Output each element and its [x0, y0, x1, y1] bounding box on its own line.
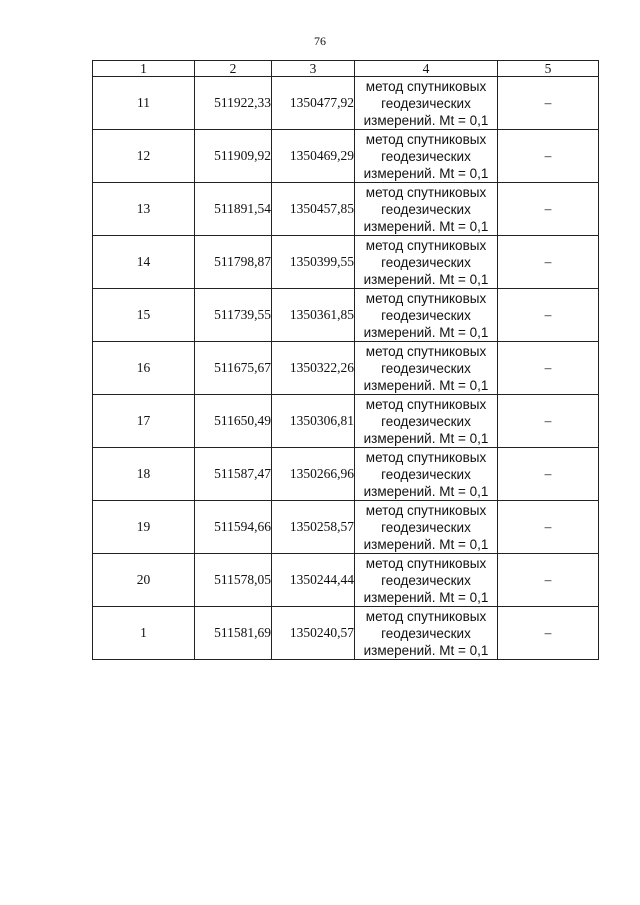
method-line: геодезических	[381, 201, 471, 217]
table-row	[93, 501, 599, 554]
y-coordinate-cell: 1350244,44	[272, 554, 355, 607]
method-cell	[355, 448, 498, 501]
method-line: метод спутниковых	[365, 608, 487, 624]
note-cell: –	[498, 183, 599, 236]
coordinates-table	[92, 60, 599, 660]
method-line: геодезических	[381, 148, 471, 164]
note-cell: –	[498, 607, 599, 660]
method-cell	[355, 289, 498, 342]
point-number-cell: 16	[93, 342, 195, 395]
method-line: метод спутниковых	[365, 449, 487, 465]
x-coordinate-cell: 511922,33	[195, 77, 272, 130]
method-line: измерений. Mt = 0,1	[363, 218, 489, 234]
method-cell	[355, 554, 498, 607]
x-coordinate-cell: 511587,47	[195, 448, 272, 501]
table-row	[93, 77, 599, 130]
method-line: измерений. Mt = 0,1	[363, 377, 489, 393]
method-line: геодезических	[381, 466, 471, 482]
table-row	[93, 130, 599, 183]
y-coordinate-cell: 1350457,85	[272, 183, 355, 236]
method-line: геодезических	[381, 360, 471, 376]
x-coordinate-cell: 511578,05	[195, 554, 272, 607]
table-body	[93, 77, 599, 660]
y-coordinate-cell: 1350361,85	[272, 289, 355, 342]
point-number-cell: 19	[93, 501, 195, 554]
table-row	[93, 448, 599, 501]
method-line: геодезических	[381, 254, 471, 270]
point-number-cell: 1	[93, 607, 195, 660]
note-cell: –	[498, 448, 599, 501]
table-row	[93, 183, 599, 236]
method-line: измерений. Mt = 0,1	[363, 430, 489, 446]
note-cell: –	[498, 289, 599, 342]
header-cell-3: 3	[272, 61, 355, 77]
method-cell	[355, 130, 498, 183]
method-line: метод спутниковых	[365, 555, 487, 571]
y-coordinate-cell: 1350469,29	[272, 130, 355, 183]
table-row	[93, 395, 599, 448]
method-cell	[355, 183, 498, 236]
point-number-cell: 18	[93, 448, 195, 501]
method-line: геодезических	[381, 519, 471, 535]
method-line: геодезических	[381, 95, 471, 111]
method-cell	[355, 607, 498, 660]
note-cell: –	[498, 342, 599, 395]
note-cell: –	[498, 501, 599, 554]
x-coordinate-cell: 511798,87	[195, 236, 272, 289]
method-cell	[355, 501, 498, 554]
header-cell-5: 5	[498, 61, 599, 77]
y-coordinate-cell: 1350240,57	[272, 607, 355, 660]
point-number-cell: 15	[93, 289, 195, 342]
point-number-cell: 20	[93, 554, 195, 607]
method-line: измерений. Mt = 0,1	[363, 165, 489, 181]
method-line: измерений. Mt = 0,1	[363, 536, 489, 552]
method-line: метод спутниковых	[365, 290, 487, 306]
method-line: измерений. Mt = 0,1	[363, 324, 489, 340]
header-row	[93, 61, 599, 77]
note-cell: –	[498, 554, 599, 607]
note-cell: –	[498, 130, 599, 183]
note-cell: –	[498, 236, 599, 289]
method-cell	[355, 395, 498, 448]
header-cell-2: 2	[195, 61, 272, 77]
point-number-cell: 12	[93, 130, 195, 183]
x-coordinate-cell: 511739,55	[195, 289, 272, 342]
method-cell	[355, 77, 498, 130]
method-line: метод спутниковых	[365, 343, 487, 359]
y-coordinate-cell: 1350477,92	[272, 77, 355, 130]
method-cell	[355, 342, 498, 395]
x-coordinate-cell: 511675,67	[195, 342, 272, 395]
method-line: измерений. Mt = 0,1	[363, 271, 489, 287]
method-line: метод спутниковых	[365, 184, 487, 200]
method-line: измерений. Mt = 0,1	[363, 112, 489, 128]
y-coordinate-cell: 1350306,81	[272, 395, 355, 448]
method-line: метод спутниковых	[365, 78, 487, 94]
method-line: метод спутниковых	[365, 131, 487, 147]
method-line: геодезических	[381, 572, 471, 588]
x-coordinate-cell: 511594,66	[195, 501, 272, 554]
y-coordinate-cell: 1350258,57	[272, 501, 355, 554]
method-line: геодезических	[381, 307, 471, 323]
x-coordinate-cell: 511909,92	[195, 130, 272, 183]
method-line: геодезических	[381, 413, 471, 429]
x-coordinate-cell: 511650,49	[195, 395, 272, 448]
note-cell: –	[498, 395, 599, 448]
header-cell-4: 4	[355, 61, 498, 77]
method-line: метод спутниковых	[365, 237, 487, 253]
table-row	[93, 289, 599, 342]
page-number: 76	[314, 34, 326, 48]
method-line: измерений. Mt = 0,1	[363, 589, 489, 605]
point-number-cell: 17	[93, 395, 195, 448]
x-coordinate-cell: 511891,54	[195, 183, 272, 236]
method-line: метод спутниковых	[365, 502, 487, 518]
note-cell: –	[498, 77, 599, 130]
y-coordinate-cell: 1350322,26	[272, 342, 355, 395]
header-cell-1: 1	[93, 61, 195, 77]
table-row	[93, 236, 599, 289]
table-row	[93, 554, 599, 607]
method-line: метод спутниковых	[365, 396, 487, 412]
table-row	[93, 342, 599, 395]
point-number-cell: 14	[93, 236, 195, 289]
method-line: измерений. Mt = 0,1	[363, 642, 489, 658]
y-coordinate-cell: 1350399,55	[272, 236, 355, 289]
y-coordinate-cell: 1350266,96	[272, 448, 355, 501]
method-cell	[355, 236, 498, 289]
table-row	[93, 607, 599, 660]
method-line: геодезических	[381, 625, 471, 641]
point-number-cell: 11	[93, 77, 195, 130]
x-coordinate-cell: 511581,69	[195, 607, 272, 660]
point-number-cell: 13	[93, 183, 195, 236]
method-line: измерений. Mt = 0,1	[363, 483, 489, 499]
